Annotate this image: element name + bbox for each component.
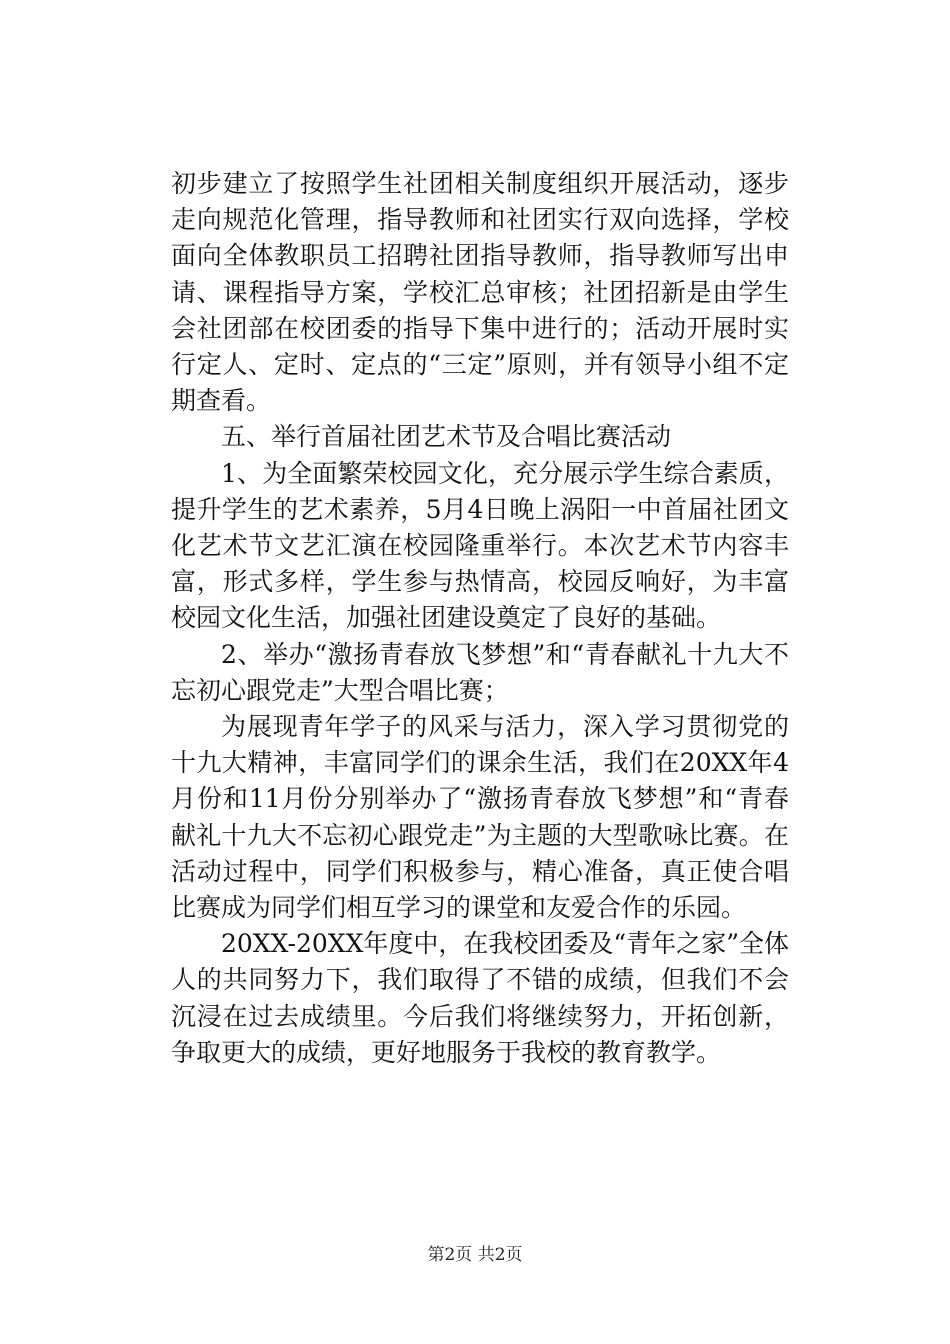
paragraph-club-management: 初步建立了按照学生社团相关制度组织开展活动，逐步走向规范化管理，指导教师和社团实行双向选择，学校面向全体教职员工招聘社团指导教师，指导教师写出申请、课程指导方案，学校汇总审核；社团招新是由学生会社团部在校团委的指导下集中进行的；活动开展时实行定人、定时、定点的“三定”原则，并有领导小组不定期查看。 (171, 169, 789, 416)
paragraph-chorus-contest: 为展现青年学子的风采与活力，深入学习贯彻党的十九大精神，丰富同学们的课余生活，我们在20XX年4月份和11月份分别举办了“激扬青春放飞梦想”和“青春献礼十九大不忘初心跟党走”为主题的大型歌咏比赛。在活动过程中，同学们积极参与，精心准备，真正使合唱比赛成为同学们相互学习的课堂和友爱合作的乐园。 (171, 712, 789, 923)
paragraph-art-festival: 1、为全面繁荣校园文化，充分展示学生综合素质，提升学生的艺术素养，5月4日晚上涡阳一中首届社团文化艺术节文艺汇演在校园隆重举行。本次艺术节内容丰富，形式多样，学生参与热情高，校园反响好，为丰富校园文化生活，加强社团建设奠定了良好的基础。 (171, 458, 789, 633)
paragraph-summary: 20XX-20XX年度中，在我校团委及“青年之家”全体人的共同努力下，我们取得了不错的成绩，但我们不会沉浸在过去成绩里。今后我们将继续努力，开拓创新，争取更大的成绩，更好地服务于我校的教育教学。 (171, 929, 789, 1067)
section-heading-art-festival: 五、举行首届社团艺术节及合唱比赛活动 (221, 422, 672, 452)
paragraph-chorus-contest-title: 2、举办“激扬青春放飞梦想”和“青春献礼十九大不忘初心跟党走”大型合唱比赛； (171, 639, 789, 705)
document-body (171, 166, 789, 1071)
page-footer: 第2页 共2页 (427, 1245, 523, 1265)
